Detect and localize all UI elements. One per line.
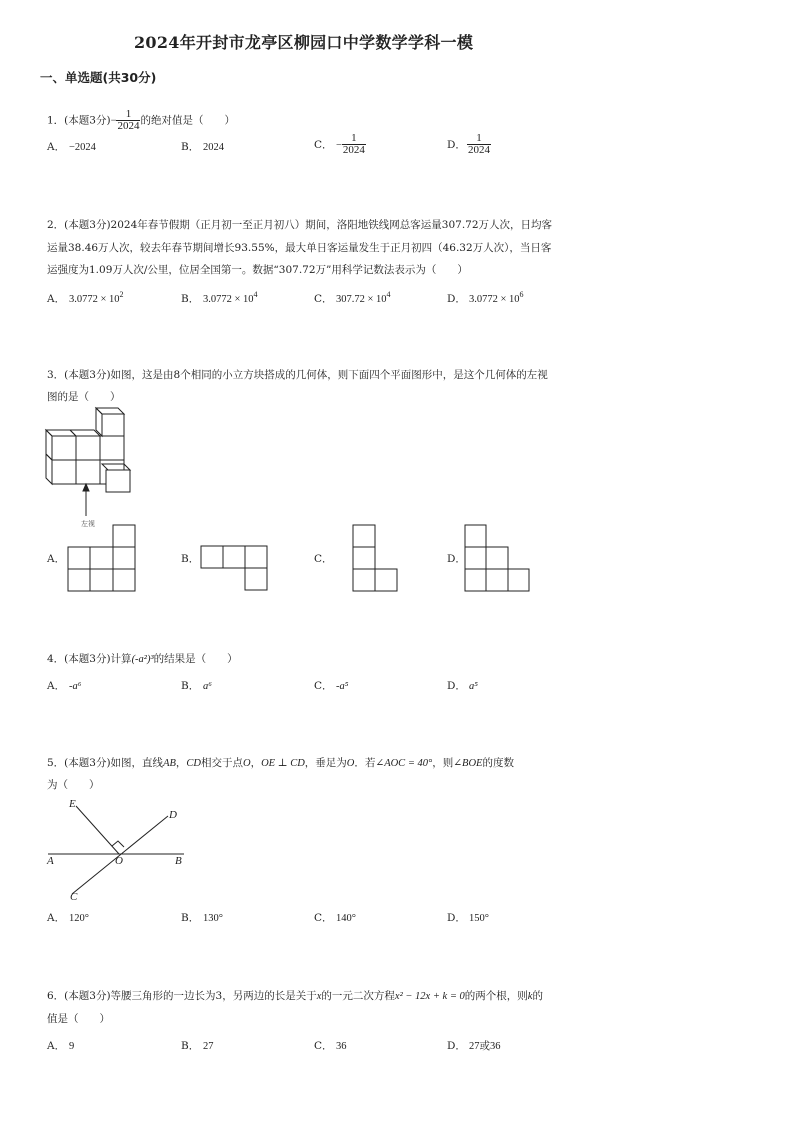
q6-text: 6．(本题3分)等腰三角形的一边长为3，另两边的长是关于 [47,990,317,1002]
question-3-option-a-label[interactable]: A． [47,553,66,565]
question-5-option-b[interactable] [181,910,223,925]
option-text: 9 [69,1041,75,1052]
option-label: C． [314,1040,333,1052]
option-fraction [342,133,366,156]
label-e: E [69,798,76,810]
question-1-fraction [116,109,140,132]
question-6-option-b[interactable] [181,1038,214,1053]
question-4-option-a[interactable] [47,678,81,693]
option-text: -a⁵ [336,681,349,692]
question-2-line-1: 2．(本题3分)2024年春节假期（正月初一至正月初八）期间，洛阳地铁线网总客运量307.72万人次，日均客 [47,219,553,231]
option-label: D． [447,1040,466,1052]
question-2-option-c[interactable] [314,290,391,306]
q6-text: 的 [532,990,543,1002]
label-a: A [47,855,54,867]
question-1-prefix: 1．(本题3分) [47,114,111,127]
option-exponent: 6 [519,290,524,299]
option-text: 130° [203,913,223,924]
option-label: A． [47,912,66,924]
question-1-option-b[interactable] [181,139,224,154]
question-5-line-2: 为（ ） [47,779,100,791]
question-4-option-c[interactable] [314,678,348,693]
option-label: C． [314,912,333,924]
intersecting-lines-figure [46,796,188,902]
option-text: a⁶ [203,681,212,692]
option-label: D． [447,138,466,151]
question-5-option-d[interactable] [447,910,489,925]
question-6-line-1 [47,985,543,1008]
question-2-option-d[interactable] [447,290,524,306]
option-exponent: 4 [253,290,258,299]
question-3-option-b-label[interactable]: B． [181,553,200,565]
option-text: 36 [336,1041,347,1052]
q5-point-o: O [242,758,251,769]
option-label: B． [181,912,200,924]
option-base: 3.0772 × 10 [69,293,120,305]
q5-text: ，则 [432,757,454,769]
question-3-option-a-figure[interactable] [67,524,137,592]
option-frac-den: 2024 [342,144,365,156]
arrow-label: 左视 [81,520,95,528]
question-2-line-2: 运量38.46万人次，较去年春节期间增长93.55%，最大单日客运量发生于正月初四（46.32万人次），当日客 [47,242,552,254]
question-3-option-c-figure[interactable] [352,524,400,592]
q5-line-cd: CD [186,758,201,769]
question-1-option-d[interactable] [447,133,491,156]
q5-text: ，垂足为 [304,757,347,769]
option-label: D． [447,292,466,305]
question-4-stem [47,648,238,671]
question-2-option-b[interactable] [181,290,258,306]
question-4-expression: (-a²)³ [131,654,154,665]
option-base: 3.0772 × 10 [469,293,520,305]
option-minus: − [336,139,342,151]
q6-equation: x² − 12x + k = 0 [394,991,465,1002]
question-1-frac-num: 1 [116,109,140,121]
option-text: 27 [203,1041,214,1052]
option-text: 27或36 [469,1041,501,1052]
label-o: O [115,855,123,867]
option-label: B． [181,292,200,305]
question-1-minus: − [110,115,117,127]
option-label: B． [181,141,200,153]
cube-solid-figure [44,408,134,526]
question-3-option-c-label[interactable]: C． [314,553,333,565]
option-label: D． [447,912,466,924]
page-title: 2024年开封市龙亭区柳园口中学数学学科一模 [134,33,474,52]
q6-text: 的一元二次方程 [321,990,395,1002]
question-4-prefix: 4．(本题3分)计算 [47,653,132,665]
option-label: B． [181,680,200,692]
question-3-option-d-figure[interactable] [464,524,532,592]
option-text: −2024 [69,142,96,153]
ray-oe [76,806,119,854]
q5-text: ， [175,757,187,769]
q5-perpendicular: OE ⊥ CD [261,758,305,769]
q6-var-x: x [316,991,322,1002]
section-heading: 一、单选题(共30分) [40,70,157,85]
question-6-option-a[interactable] [47,1038,74,1053]
q5-text: 5．(本题3分)如图，直线 [47,757,164,769]
option-text: 150° [469,913,489,924]
option-text: 140° [336,913,356,924]
option-label: A． [47,680,66,692]
option-frac-den: 2024 [468,144,490,156]
question-6-option-c[interactable] [314,1038,347,1053]
question-1-option-c[interactable] [314,133,366,156]
q5-angle-aoc: ∠AOC = 40° [375,758,433,769]
question-3-option-b-figure[interactable] [200,545,270,591]
option-label: C． [314,138,333,151]
option-fraction [467,133,491,156]
question-5-option-c[interactable] [314,910,356,925]
right-angle-mark [112,841,124,847]
option-text: a⁵ [469,681,478,692]
option-text: 2024 [203,142,224,153]
question-1-option-a[interactable] [47,139,96,154]
label-d: D [169,809,177,821]
option-label: A． [47,1040,66,1052]
option-label: C． [314,292,333,305]
question-3-option-d-label[interactable]: D． [447,553,466,565]
q5-text: ， [250,757,262,769]
label-c: C [70,891,78,903]
question-3-line-2: 图的是（ ） [47,391,121,403]
question-2-option-a[interactable] [47,290,124,306]
question-1-suffix: 的绝对值是（ ） [140,114,235,127]
option-frac-num: 1 [342,133,366,145]
question-2-line-3: 运强度为1.09万人次/公里，位居全国第一。数据“307.72万”用科学记数法表示为（ ） [47,264,468,276]
q5-line-ab: AB [163,758,176,769]
option-label: A． [47,292,66,305]
question-4-suffix: 的结果是（ ） [153,653,238,665]
q5-text: 相交于点 [200,757,243,769]
option-label: A． [47,141,66,153]
q5-point-o: O [346,758,355,769]
question-4-option-b[interactable] [181,678,212,693]
q6-text: 的两个根，则 [464,990,528,1002]
q5-text: ．若 [354,757,376,769]
option-base: 307.72 × 10 [336,293,387,305]
option-text: 120° [69,913,89,924]
option-text: -a⁶ [69,681,82,692]
question-3-line-1: 3．(本题3分)如图，这是由8个相同的小立方块搭成的几何体，则下面四个平面图形中，是这个几何体的左视 [47,369,548,381]
option-exponent: 4 [386,290,391,299]
label-b: B [175,855,182,867]
option-exponent: 2 [119,290,124,299]
question-5-line-1 [47,752,514,775]
question-6-line-2: 值是（ ） [47,1013,110,1025]
q5-text: 的度数 [482,757,514,769]
question-4-option-d[interactable] [447,678,478,693]
option-frac-num: 1 [467,133,491,145]
option-label: D． [447,680,466,692]
option-base: 3.0772 × 10 [203,293,254,305]
question-1-frac-den: 2024 [117,120,140,132]
option-label: B． [181,1040,200,1052]
q5-angle-boe: ∠BOE [453,758,483,769]
question-1-stem [47,109,235,133]
q6-var-k: k [527,991,533,1002]
question-6-option-d[interactable] [447,1038,501,1053]
question-5-option-a[interactable] [47,910,89,925]
option-label: C． [314,680,333,692]
